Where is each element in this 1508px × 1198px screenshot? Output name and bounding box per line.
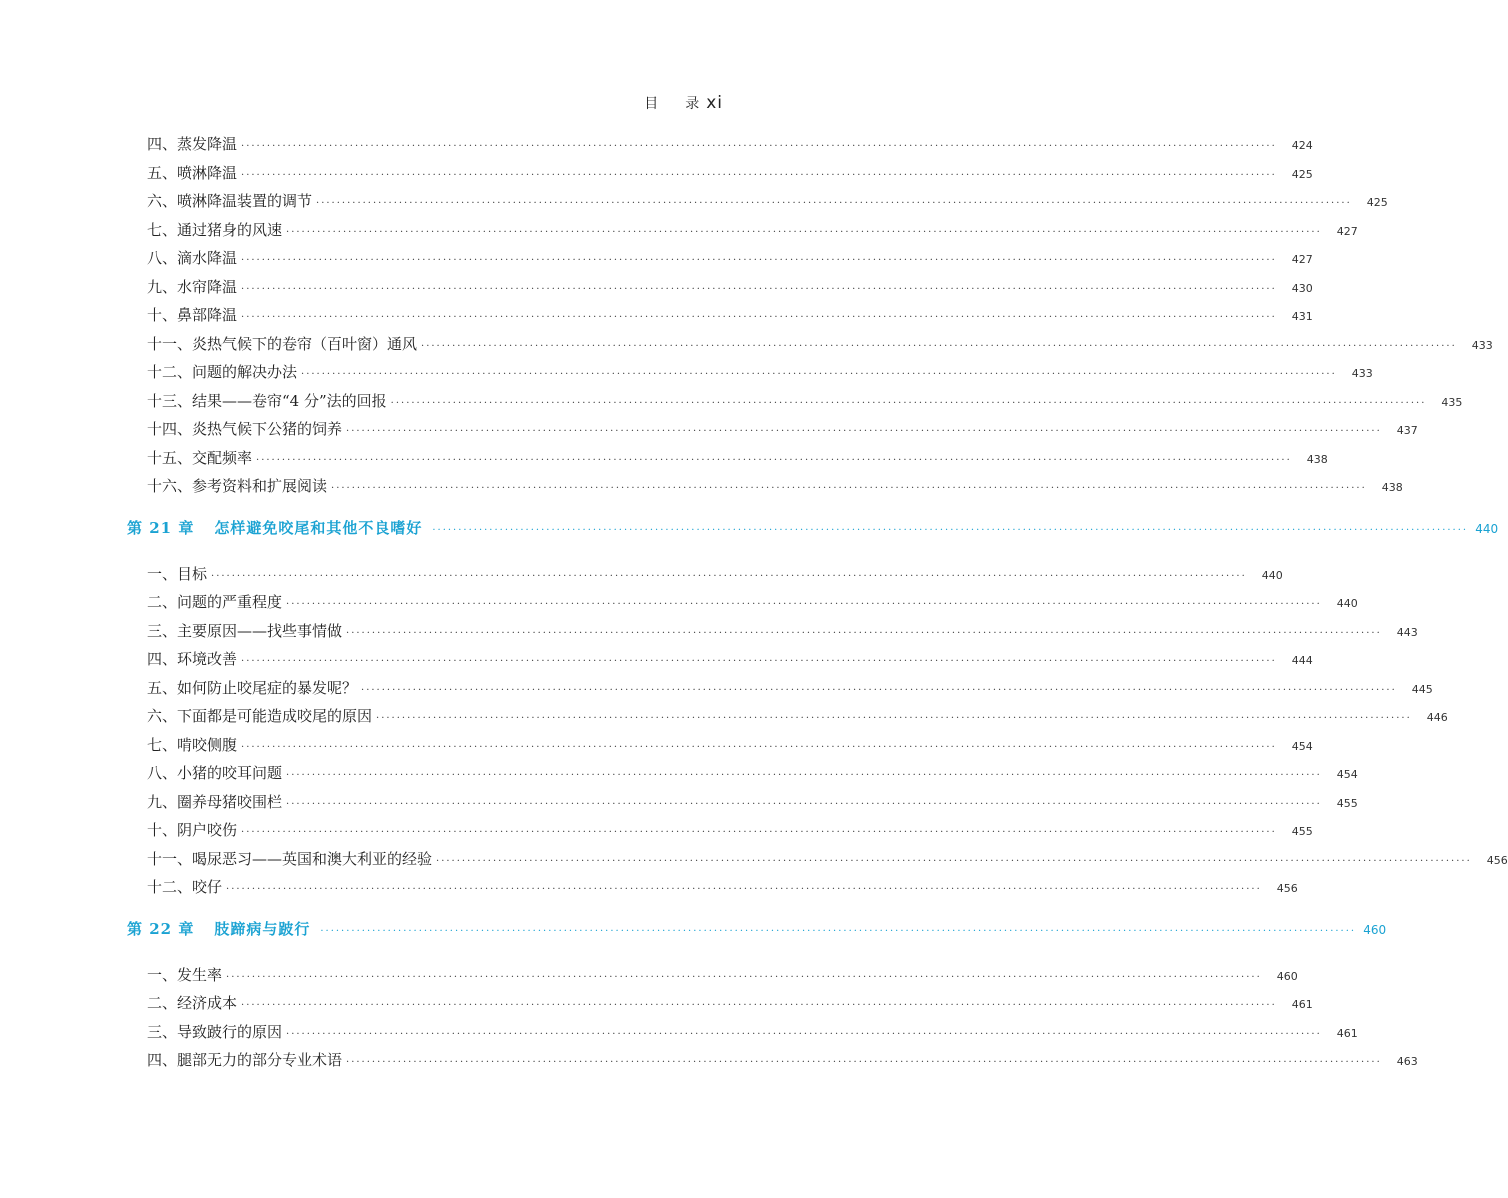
- toc-entry[interactable]: [147, 788, 1358, 817]
- toc-entry-title: 六、喷淋降温装置的调节: [147, 192, 313, 210]
- leader-dots: ········································································································································································································: [241, 141, 1277, 152]
- toc-entry[interactable]: [147, 472, 1403, 501]
- toc-entry[interactable]: [147, 560, 1283, 589]
- leader-dots: ········································································································································································································: [286, 1028, 1322, 1040]
- toc-entry-page-number: 440: [1261, 568, 1283, 582]
- toc-entry-page-number: 455: [1336, 796, 1358, 810]
- chapter-title: 肢蹄病与跛行: [214, 919, 311, 938]
- toc-entry-page-number: 438: [1306, 452, 1328, 466]
- toc-entry[interactable]: [147, 588, 1358, 617]
- header-section-char-2: 录: [685, 96, 701, 112]
- leader-dots: ········································································································································································································: [226, 971, 1262, 983]
- leader-dots: ········································································································································································································: [361, 684, 1397, 696]
- leader-dots: ········································································································································································································: [346, 627, 1382, 639]
- toc-entry-title: 四、蒸发降温: [147, 135, 238, 153]
- toc-entry-title: 九、圈养母猪咬围栏: [147, 792, 283, 811]
- toc-entry[interactable]: [147, 873, 1298, 902]
- toc-entry-title: 七、啃咬侧腹: [147, 735, 238, 754]
- header-page-number: xi: [706, 93, 723, 113]
- toc-entry-page-number: 438: [1381, 481, 1403, 494]
- leader-dots: ········································································································································································································: [241, 283, 1277, 295]
- leader-dots: ········································································································································································································: [211, 570, 1247, 582]
- toc-entry-title: 七、通过猪身的风速: [147, 220, 283, 239]
- toc-entry-page-number: 430: [1291, 281, 1313, 295]
- toc-entry-title: 五、喷淋降温: [147, 163, 238, 182]
- toc-entry-title: 十四、炎热气候下公猪的饲养: [147, 420, 343, 438]
- leader-dots: ········································································································································································································: [346, 426, 1382, 437]
- leader-dots: ········································································································································································································: [241, 255, 1277, 266]
- leader-dots: ········································································································································································································: [241, 1000, 1277, 1011]
- chapter-page-number: 460: [1363, 922, 1387, 937]
- toc-entry-title: 二、经济成本: [147, 994, 238, 1012]
- toc-entry-page-number: 461: [1336, 1026, 1358, 1040]
- toc-entry-page-number: 456: [1486, 853, 1508, 867]
- toc-entry[interactable]: [147, 358, 1373, 387]
- header-section-char-1: 目: [644, 96, 660, 112]
- leader-dots: ········································································································································································································: [316, 198, 1352, 209]
- leader-dots: ········································································································································································································: [256, 454, 1292, 466]
- toc-entry-page-number: 456: [1276, 882, 1298, 895]
- toc-entry-title: 十、阴户咬伤: [147, 821, 238, 839]
- toc-entry-page-number: 433: [1351, 367, 1373, 380]
- toc-entry[interactable]: [147, 1046, 1418, 1075]
- toc-entry-title: 十二、问题的解决办法: [147, 363, 298, 381]
- toc-entry-page-number: 427: [1336, 224, 1358, 238]
- toc-entry-page-number: 425: [1366, 196, 1388, 209]
- toc-entry-page-number: 455: [1291, 825, 1313, 838]
- running-header: [644, 93, 723, 113]
- toc-entry[interactable]: [147, 731, 1313, 760]
- leader-dots: ········································································································································································································: [286, 770, 1322, 781]
- toc-entry-page-number: 445: [1411, 682, 1433, 696]
- toc-entry-page-number: 440: [1336, 597, 1358, 610]
- toc-entry-title: 十六、参考资料和扩展阅读: [147, 477, 328, 495]
- chapter-number: 第 21 章: [127, 518, 195, 537]
- toc-entry-page-number: 461: [1291, 998, 1313, 1011]
- toc-entry-page-number: 425: [1291, 167, 1313, 181]
- toc-entry[interactable]: [147, 961, 1298, 990]
- leader-dots: ········································································································································································································: [286, 798, 1322, 810]
- toc-entry[interactable]: [147, 1018, 1358, 1047]
- toc-entry-title: 九、水帘降温: [147, 277, 238, 296]
- leader-dots: ········································································································································································································: [331, 483, 1367, 494]
- toc-entry[interactable]: [147, 244, 1313, 273]
- toc-entry-title: 十一、炎热气候下的卷帘（百叶窗）通风: [147, 334, 418, 353]
- toc-entry-title: 四、腿部无力的部分专业术语: [147, 1051, 343, 1069]
- toc-entry-title: 十二、咬仔: [147, 878, 223, 896]
- toc-entry-page-number: 446: [1426, 711, 1448, 724]
- toc-entry[interactable]: [147, 415, 1418, 444]
- toc-entry-page-number: 463: [1396, 1055, 1418, 1068]
- toc-entry[interactable]: [147, 159, 1313, 188]
- toc-entry[interactable]: [147, 387, 1463, 416]
- toc-entry-page-number: 427: [1291, 253, 1313, 266]
- toc-entry[interactable]: [147, 759, 1358, 788]
- leader-dots: ········································································································································································································: [432, 524, 1469, 536]
- leader-dots: ········································································································································································································: [320, 925, 1357, 937]
- toc-entry-title: 三、导致跛行的原因: [147, 1022, 283, 1041]
- toc-entry-title: 八、小猪的咬耳问题: [147, 764, 283, 782]
- toc-entry[interactable]: [147, 702, 1448, 731]
- toc-entry[interactable]: [147, 444, 1328, 473]
- chapter-page-number: 440: [1475, 521, 1499, 536]
- chapter-title: 怎样避免咬尾和其他不良嗜好: [214, 518, 423, 537]
- toc-entry[interactable]: [147, 301, 1313, 330]
- leader-dots: ········································································································································································································: [376, 713, 1412, 724]
- chapter-number: 第 22 章: [127, 919, 195, 938]
- toc-entry[interactable]: [147, 989, 1313, 1018]
- toc-entry-title: 六、下面都是可能造成咬尾的原因: [147, 707, 373, 725]
- toc-entry-page-number: 444: [1291, 654, 1313, 667]
- toc-entry-title: 二、问题的严重程度: [147, 593, 283, 611]
- toc-entry-page-number: 431: [1291, 310, 1313, 323]
- toc-entry-title: 十一、喝尿恶习——英国和澳大利亚的经验: [147, 849, 433, 868]
- toc-entry-title: 十三、结果——卷帘“4 分”法的回报: [147, 391, 387, 410]
- leader-dots: ········································································································································································································: [241, 827, 1277, 838]
- leader-dots: ········································································································································································································: [241, 741, 1277, 753]
- toc-entry-page-number: 433: [1471, 338, 1493, 352]
- leader-dots: ········································································································································································································: [286, 599, 1322, 610]
- toc-entry-title: 十、鼻部降温: [147, 306, 238, 324]
- toc-entry-page-number: 437: [1396, 424, 1418, 437]
- leader-dots: ········································································································································································································: [301, 369, 1337, 380]
- toc-entry[interactable]: [147, 674, 1433, 703]
- toc-entry-page-number: 435: [1441, 395, 1463, 409]
- toc-entry-page-number: 460: [1276, 969, 1298, 983]
- toc-entry[interactable]: [147, 645, 1313, 674]
- toc-entry[interactable]: [147, 617, 1418, 646]
- leader-dots: ········································································································································································································: [286, 226, 1322, 238]
- toc-entry-page-number: 424: [1291, 139, 1313, 152]
- toc-entry[interactable]: [147, 816, 1313, 845]
- toc-entry-title: 一、发生率: [147, 965, 223, 984]
- leader-dots: ········································································································································································································: [346, 1057, 1382, 1068]
- leader-dots: ········································································································································································································: [241, 312, 1277, 323]
- table-of-contents: [127, 130, 1508, 1075]
- leader-dots: ········································································································································································································: [241, 169, 1277, 181]
- leader-dots: ········································································································································································································: [390, 397, 1427, 409]
- toc-entry[interactable]: [147, 330, 1493, 359]
- chapter-heading[interactable]: [127, 915, 1387, 943]
- toc-entry-title: 五、如何防止咬尾症的暴发呢？: [147, 678, 358, 697]
- toc-entry-title: 三、主要原因——找些事情做: [147, 621, 343, 640]
- toc-entry-title: 四、环境改善: [147, 650, 238, 668]
- toc-entry-page-number: 454: [1291, 739, 1313, 753]
- toc-entry[interactable]: [147, 130, 1313, 159]
- toc-entry-page-number: 443: [1396, 625, 1418, 639]
- toc-entry-title: 十五、交配频率: [147, 448, 253, 467]
- toc-entry-page-number: 454: [1336, 768, 1358, 781]
- chapter-heading[interactable]: [127, 514, 1499, 542]
- toc-entry[interactable]: [147, 187, 1388, 216]
- toc-entry[interactable]: [147, 216, 1358, 245]
- leader-dots: ········································································································································································································: [436, 855, 1472, 867]
- leader-dots: ········································································································································································································: [241, 656, 1277, 667]
- toc-entry[interactable]: [147, 273, 1313, 302]
- toc-entry[interactable]: [147, 845, 1508, 874]
- leader-dots: ········································································································································································································: [421, 340, 1457, 352]
- leader-dots: ········································································································································································································: [226, 884, 1262, 895]
- toc-entry-title: 八、滴水降温: [147, 249, 238, 267]
- toc-entry-title: 一、目标: [147, 564, 208, 583]
